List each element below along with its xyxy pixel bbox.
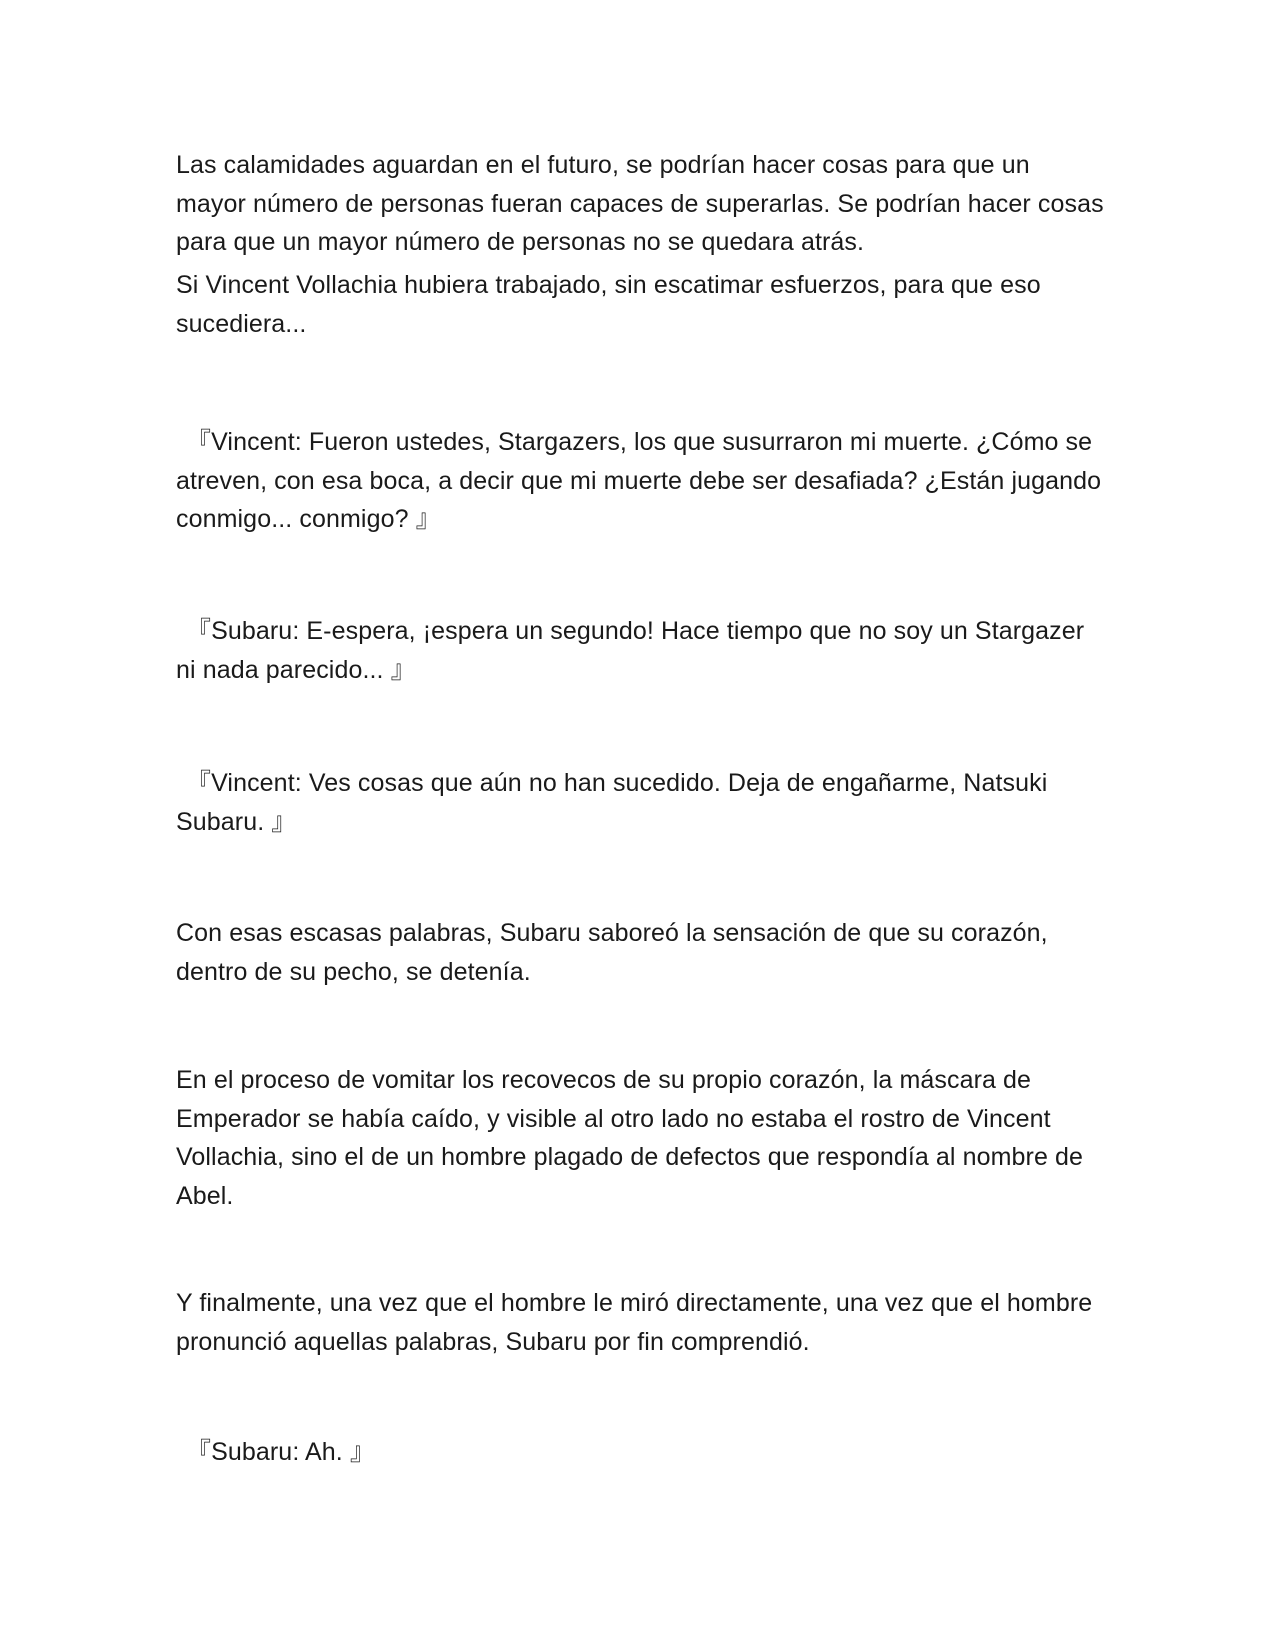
paragraph-narration-1: Las calamidades aguardan en el futuro, se podrían hacer cosas para que un mayor número de personas fueran capaces de superarlas. Se podrían hacer cosas para que un mayor número de personas no se quedara atrás. xyxy=(176,151,1104,256)
paragraph-narration-4: En el proceso de vomitar los recovecos de su propio corazón, la máscara de Emperador se había caído, y visible al otro lado no estaba el rostro de Vincent Vollachia, sino el de un hombre plagado de defectos que respondía al nombre de Abel. xyxy=(176,1066,1084,1210)
paragraph-dialogue-subaru-2: 『Subaru: Ah. 』 xyxy=(186,1438,375,1466)
paragraph-dialogue-vincent-2: 『Vincent: Ves cosas que aún no han sucedido. Deja de engañarme, Natsuki Subaru. 』 xyxy=(176,769,1048,836)
paragraph-dialogue-vincent-1: 『Vincent: Fueron ustedes, Stargazers, los que susurraron mi muerte. ¿Cómo se atreven, con esa boca, a decir que mi muerte debe ser desafiada? ¿Están jugando conmigo... conmigo? 』 xyxy=(176,428,1102,533)
paragraph-narration-3: Con esas escasas palabras, Subaru saboreó la sensación de que su corazón, dentro de su pecho, se detenía. xyxy=(176,919,1048,986)
paragraph-narration-5: Y finalmente, una vez que el hombre le miró directamente, una vez que el hombre pronunció aquellas palabras, Subaru por fin comprendió. xyxy=(176,1289,1093,1356)
paragraph-narration-2: Si Vincent Vollachia hubiera trabajado, sin escatimar esfuerzos, para que eso sucediera... xyxy=(176,271,1041,338)
paragraph-dialogue-subaru-1: 『Subaru: E-espera, ¡espera un segundo! Hace tiempo que no soy un Stargazer ni nada parecido... 』 xyxy=(176,617,1085,684)
